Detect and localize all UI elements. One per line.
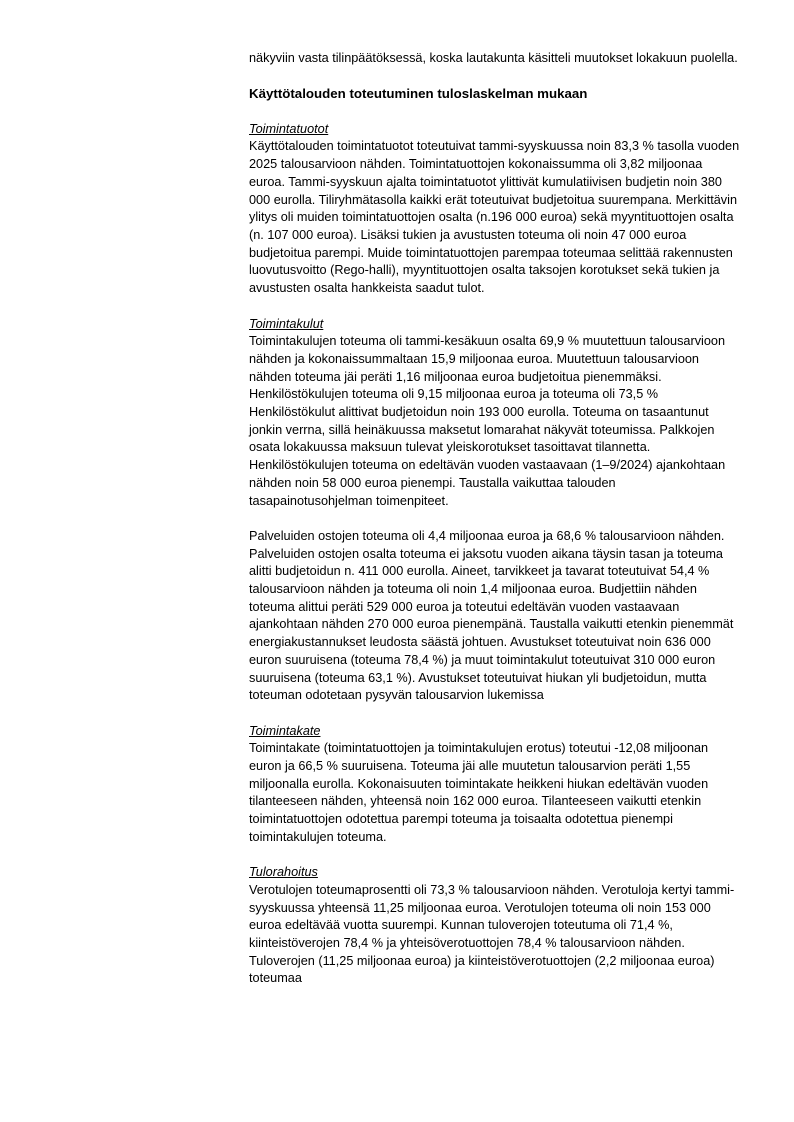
section-toimintatuotot (249, 121, 741, 298)
intro-paragraph: näkyviin vasta tilinpäätöksessä, koska lautakunta käsitteli muutokset lokakuun puolella. (249, 51, 738, 65)
section-toimintakate (249, 723, 741, 847)
section-tulorahoitus (249, 864, 741, 988)
section-main-heading: Käyttötalouden toteutuminen tuloslaskelman mukaan (249, 86, 588, 102)
section-palveluiden-ostot (249, 528, 741, 705)
subheading-toimintakulut: Toimintakulut (249, 316, 324, 331)
subheading-toimintakate: Toimintakate (249, 723, 321, 738)
paragraph-toimintatuotot: Käyttötalouden toimintatuotot toteutuivat tammi-syyskuussa noin 83,3 % tasolla vuoden 2025 talousarvioon nähden. Toimintatuottojen kokonaissumma oli 3,82 miljoonaa euroa. Tammi-syyskuun ajalta toimintatuotot ylittivät kumulatiivisen budjetin noin 380 000 eurolla. Tiliryhmätasolla kaikki erät toteutuivat budjetoitua suurempana. Merkittävin ylitys oli muiden toimintatuottojen osalta (n.196 000 euroa) sekä myyntituottojen osalta (n. 107 000 euroa). Lisäksi tukien ja avustusten toteuma oli noin 47 000 euroa budjetoitua parempi. Muide toimintatuottojen parempaa toteumaa selittää rakennusten luovutusvoitto (Rego-halli), myyntituottojen osalta taksojen korotukset sekä tukien ja avustusten osalta hankkeista saadut tulot. (249, 139, 740, 296)
paragraph-toimintakulut-1: Toimintakulujen toteuma oli tammi-kesäkuun osalta 69,9 % muutettuun talousarvioon nähden ja kokonaissummaltaan 15,9 miljoonaa euroa. Muutettuun talousarvioon nähden toteuma jäi peräti 1,16 miljoonaa euroa budjetoitua pienemmäksi. Henkilöstökulujen toteuma oli 9,15 miljoonaa euroa ja toteuma oli 73,5 % Henkilöstökulut alittivat budjetoidun noin 193 000 eurolla. Toteuma on tasaantunut jonkin verrna, sillä heinäkuussa maksetut lomarahat näkyvät toteumissa. Palkkojen osata lokakuussa maksuun tulevat yleiskorotukset tasoittavat tilannetta. Henkilöstökulujen toteuma on edeltävän vuoden vastaavaan (1–9/2024) ajankohtaan nähden noin 58 000 euroa pienempi. Taustalla vaikuttaa talouden tasapainotusohjelman toimenpiteet. (249, 334, 726, 508)
subheading-tulorahoitus: Tulorahoitus (249, 865, 318, 880)
paragraph-toimintakate: Toimintakate (toimintatuottojen ja toimintakulujen erotus) toteutui -12,08 miljoonan euron ja 66,5 % suuruisena. Toteuma jäi alle muutetun talousarvion peräti 1,55 miljoonalla eurolla. Kokonaisuuten toimintakate heikkeni hiukan edeltävän vuoden tilanteeseen nähden, yhteensä noin 162 000 euroa. Tilanteeseen vaikutti etenkin toimintatuottojen odotettua parempi toteuma ja toisaalta odotettua pienempi toimintakulujen toteuma. (249, 741, 709, 844)
document-page (249, 50, 741, 1006)
paragraph-tulorahoitus: Verotulojen toteumaprosentti oli 73,3 % talousarvioon nähden. Verotuloja kertyi tammi-syyskuussa yhteensä 11,25 miljoonaa euroa. Verotulojen toteuma oli noin 153 000 euroa edeltävää vuotta suurempi. Kunnan tuloverojen toteutuma oli 71,4 %, kiinteistöverojen 78,4 % ja yhteisöverotuottojen 78,4 % talousarvioon nähden. Tuloverojen (11,25 miljoonaa euroa) ja kiinteistöverotuottojen (2,2 miljoonaa euroa) toteumaa (249, 882, 735, 986)
subheading-toimintatuotot: Toimintatuotot (249, 121, 329, 136)
paragraph-toimintakulut-2: Palveluiden ostojen toteuma oli 4,4 miljoonaa euroa ja 68,6 % talousarvioon nähden. Palveluiden ostojen osalta toteuma ei jaksotu vuoden aikana täysin tasan ja toteuma alitti budjetoidun n. 411 000 eurolla. Aineet, tarvikkeet ja tavarat toteutuivat 54,4 % talousarvioon nähden ja toteuma oli noin 1,4 miljoonaa euroa. Budjettiin nähden toteuma alittui peräti 529 000 euroa ja toteutui edeltävän vuoden vastaavaan ajankohtaan nähden 270 000 euroa pienempänä. Taustalla vaikutti etenkin pienemmät energiakustannukset leudosta säästä johtuen. Avustukset toteutuivat noin 636 000 euron suuruisena (toteuma 78,4 %) ja muut toimintakulut toteutuivat 310 000 euron suuruisena (toteuma 63,1 %). Avustukset toteutuivat hiukan yli budjetoidun, mutta toteuman odotetaan pysyvän talousarvion lukemissa (249, 528, 734, 703)
section-toimintakulut (249, 316, 741, 511)
